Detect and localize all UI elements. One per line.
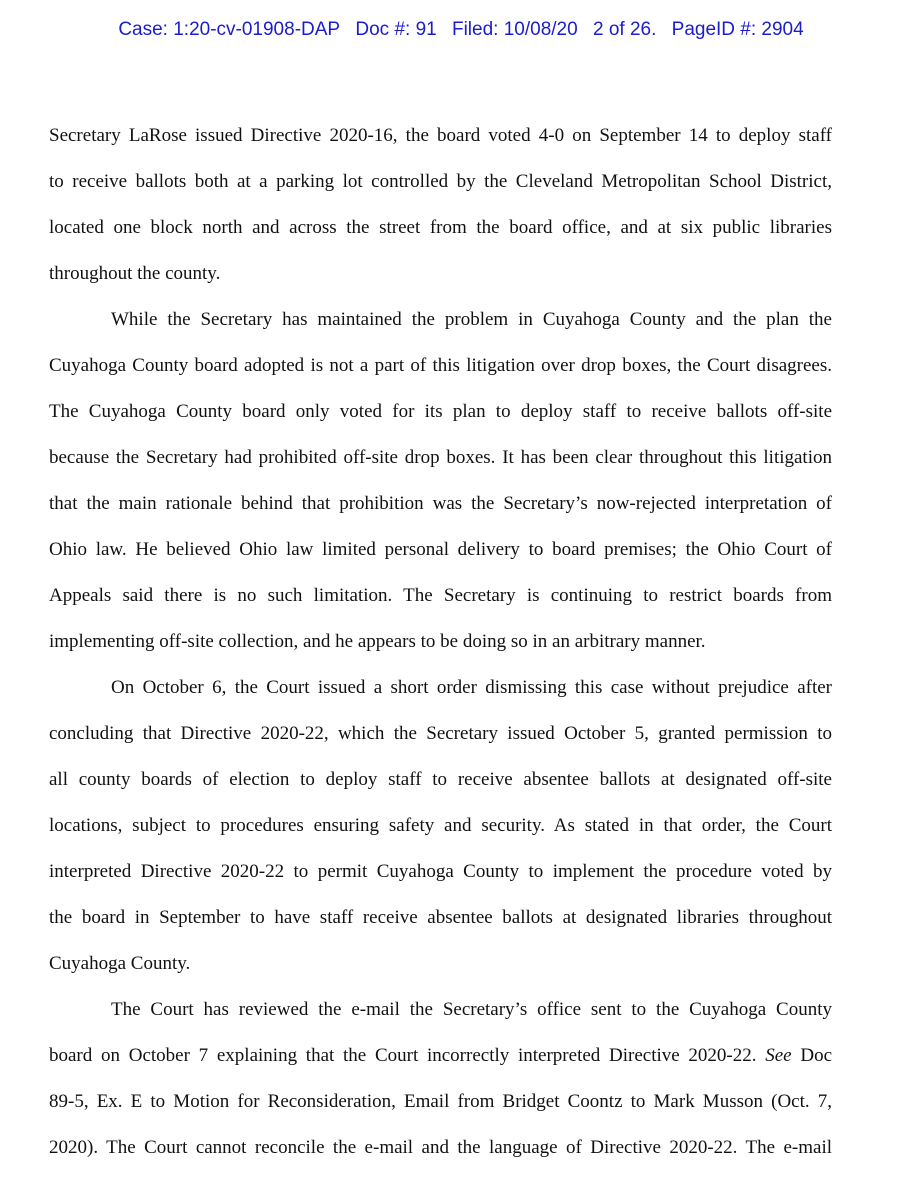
doc-number: Doc #: 91: [355, 19, 437, 40]
text-line: 89-5, Ex. E to Motion for Reconsideration, Email from Bridget Coontz to Mark Musson (Oct. 7,: [49, 1091, 832, 1112]
text-line: interpreted Directive 2020-22 to permit Cuyahoga County to implement the procedure voted by: [49, 861, 832, 882]
text-line: On October 6, the Court issued a short order dismissing this case without prejudice after: [111, 677, 832, 698]
text-line: Appeals said there is no such limitation. The Secretary is continuing to restrict boards from: [49, 585, 832, 606]
text-segment: Doc: [800, 1045, 833, 1066]
text-line: The Court has reviewed the e-mail the Secretary’s office sent to the Cuyahoga County: [111, 999, 832, 1020]
text-line: because the Secretary had prohibited off-site drop boxes. It has been clear throughout this litigation: [49, 447, 832, 468]
text-line: locations, subject to procedures ensuring safety and security. As stated in that order, the Court: [49, 815, 832, 836]
text-line: [49, 1044, 832, 1068]
page-id: PageID #: 2904: [671, 19, 804, 40]
case-header: [0, 19, 922, 41]
text-line: Cuyahoga County.: [49, 953, 191, 974]
citation-signal: See: [765, 1045, 792, 1066]
text-line: Ohio law. He believed Ohio law limited personal delivery to board premises; the Ohio Court of: [49, 539, 832, 560]
text-line: located one block north and across the street from the board office, and at six public libraries: [49, 217, 832, 238]
text-line: The Cuyahoga County board only voted for its plan to deploy staff to receive ballots off-site: [49, 401, 832, 422]
text-line: concluding that Directive 2020-22, which the Secretary issued October 5, granted permission to: [49, 723, 832, 744]
text-line: Secretary LaRose issued Directive 2020-16, the board voted 4-0 on September 14 to deploy staff: [49, 125, 832, 146]
page-count: 2 of 26.: [592, 19, 657, 40]
text-segment: board on October 7 explaining that the Court incorrectly interpreted Directive 2020-22.: [49, 1045, 757, 1066]
text-line: that the main rationale behind that prohibition was the Secretary’s now-rejected interpretation of: [49, 493, 832, 514]
text-line: 2020). The Court cannot reconcile the e-mail and the language of Directive 2020-22. The e-mail: [49, 1137, 832, 1158]
text-line: the board in September to have staff receive absentee ballots at designated libraries throughout: [49, 907, 832, 928]
filed-date: Filed: 10/08/20: [451, 19, 578, 40]
text-line: all county boards of election to deploy staff to receive absentee ballots at designated off-site: [49, 769, 832, 790]
case-number: Case: 1:20-cv-01908-DAP: [118, 19, 341, 40]
text-line: implementing off-site collection, and he appears to be doing so in an arbitrary manner.: [49, 631, 706, 652]
text-line: While the Secretary has maintained the problem in Cuyahoga County and the plan the: [111, 309, 832, 330]
text-line: Cuyahoga County board adopted is not a part of this litigation over drop boxes, the Court disagrees.: [49, 355, 832, 376]
text-line: throughout the county.: [49, 263, 221, 284]
text-line: to receive ballots both at a parking lot controlled by the Cleveland Metropolitan School District,: [49, 171, 832, 192]
